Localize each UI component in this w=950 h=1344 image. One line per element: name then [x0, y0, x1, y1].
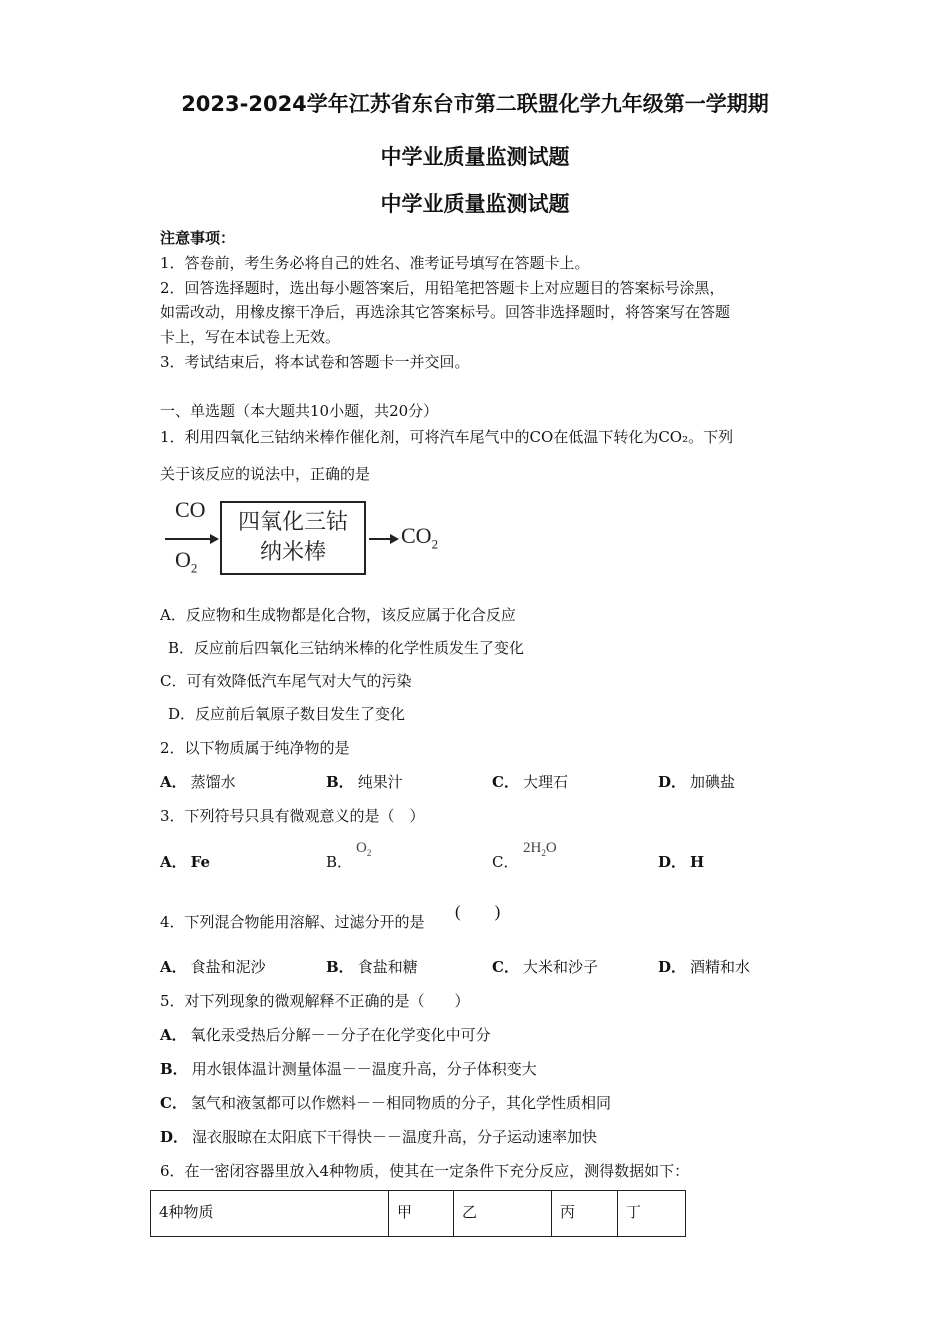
table-header-cell: 4种物质 — [151, 1191, 389, 1237]
q1-reaction-diagram — [163, 497, 448, 585]
q1-option-b: B．反应前后四氧化三钴纳米棒的化学性质发生了变化 — [168, 639, 525, 657]
q2-stem: 2．以下物质属于纯净物的是 — [160, 739, 350, 757]
table-row — [151, 1191, 686, 1237]
input-arrow-head-icon — [210, 534, 219, 544]
q5-option-c: C． 氢气和液氢都可以作燃料－－相同物质的分子，其化学性质相同 — [160, 1094, 611, 1112]
q3-option-d: D． H — [658, 853, 705, 871]
q5-option-a: A． 氧化汞受热后分解－－分子在化学变化中可分 — [160, 1026, 491, 1044]
q1-option-d: D．反应前后氧原子数目发生了变化 — [168, 705, 406, 723]
q4-option-a: A． 食盐和泥沙 — [160, 958, 266, 976]
notice-item-3: 3．考试结束后，将本试卷和答题卡一并交回。 — [160, 353, 470, 371]
q1-option-a: A．反应物和生成物都是化合物，该反应属于化合反应 — [160, 606, 516, 624]
notice-heading: 注意事项： — [160, 229, 236, 247]
catalyst-line-1: 四氧化三钴 — [237, 510, 348, 535]
reactant-o2: $O_2$ — [175, 547, 198, 576]
q5-option-b: B． 用水银体温计测量体温－－温度升高，分子体积变大 — [160, 1060, 537, 1078]
q2-option-a: A． 蒸馏水 — [160, 773, 236, 791]
q3-option-c-formula: $2H_2O$ — [523, 840, 557, 858]
q5-option-d: D． 湿衣服晾在太阳底下干得快－－温度升高，分子运动速率加快 — [160, 1128, 598, 1146]
q4-stem: 4．下列混合物能用溶解、过滤分开的是 — [160, 913, 425, 931]
q4-option-b: B． 食盐和糖 — [326, 958, 418, 976]
q2-option-d: D． 加碘盐 — [658, 773, 736, 791]
q2-option-b: B． 纯果汁 — [326, 773, 403, 791]
table-header-cell: 甲 — [389, 1191, 454, 1237]
q3-option-b-label: B． — [326, 853, 353, 871]
section-heading: 一、单选题（本大题共10小题，共20分） — [160, 402, 439, 420]
q3-option-a: A． Fe — [160, 853, 211, 871]
q1-stem-line-2: 关于该反应的说法中，正确的是 — [160, 465, 371, 483]
q3-stem: 3．下列符号只具有微观意义的是（ ） — [160, 807, 425, 825]
q5-stem: 5．对下列现象的微观解释不正确的是（ ） — [160, 992, 470, 1010]
q1-option-c: C．可有效降低汽车尾气对大气的污染 — [160, 672, 412, 690]
reactant-co: CO — [175, 497, 206, 522]
table-header-cell: 丙 — [552, 1191, 618, 1237]
notice-item-2-line-1: 2．回答选择题时，选出每小题答案后，用铅笔把答题卡上对应题目的答案标号涂黑， — [160, 279, 725, 297]
product-co2: $CO_2$ — [401, 523, 439, 552]
catalyst-line-2: 纳米棒 — [259, 540, 326, 565]
output-arrow-line — [369, 538, 391, 540]
table-header-cell: 乙 — [454, 1191, 552, 1237]
q3-option-c-label: C． — [492, 853, 519, 871]
output-arrow-head-icon — [390, 534, 399, 544]
q6-data-table — [150, 1190, 686, 1237]
table-header-cell: 丁 — [618, 1191, 686, 1237]
q4-answer-paren: ( ) — [455, 902, 501, 921]
page-subtitle-repeat: 中学业质量监测试题 — [380, 192, 570, 216]
q4-option-d: D． 酒精和水 — [658, 958, 751, 976]
page-subtitle: 中学业质量监测试题 — [380, 145, 570, 169]
q1-stem-line-1: 1．利用四氧化三钴纳米棒作催化剂，可将汽车尾气中的CO在低温下转化为CO₂。下列 — [160, 428, 734, 446]
q4-option-c: C． 大米和沙子 — [492, 958, 598, 976]
q2-option-c: C． 大理石 — [492, 773, 568, 791]
page-title: 2023-2024学年江苏省东台市第二联盟化学九年级第一学期期 — [181, 92, 769, 116]
q6-stem: 6．在一密闭容器里放入4种物质，使其在一定条件下充分反应，测得数据如下： — [160, 1162, 690, 1180]
notice-item-2-line-3: 卡上，写在本试卷上无效。 — [160, 328, 341, 346]
input-arrow-line — [165, 538, 211, 540]
q3-option-b-formula: $O_2$ — [356, 840, 372, 858]
notice-item-2-line-2: 如需改动，用橡皮擦干净后，再选涂其它答案标号。回答非选择题时，将答案写在答题 — [160, 303, 731, 321]
catalyst-box — [220, 501, 366, 575]
notice-item-1: 1．答卷前，考生务必将自己的姓名、准考证号填写在答题卡上。 — [160, 254, 590, 272]
